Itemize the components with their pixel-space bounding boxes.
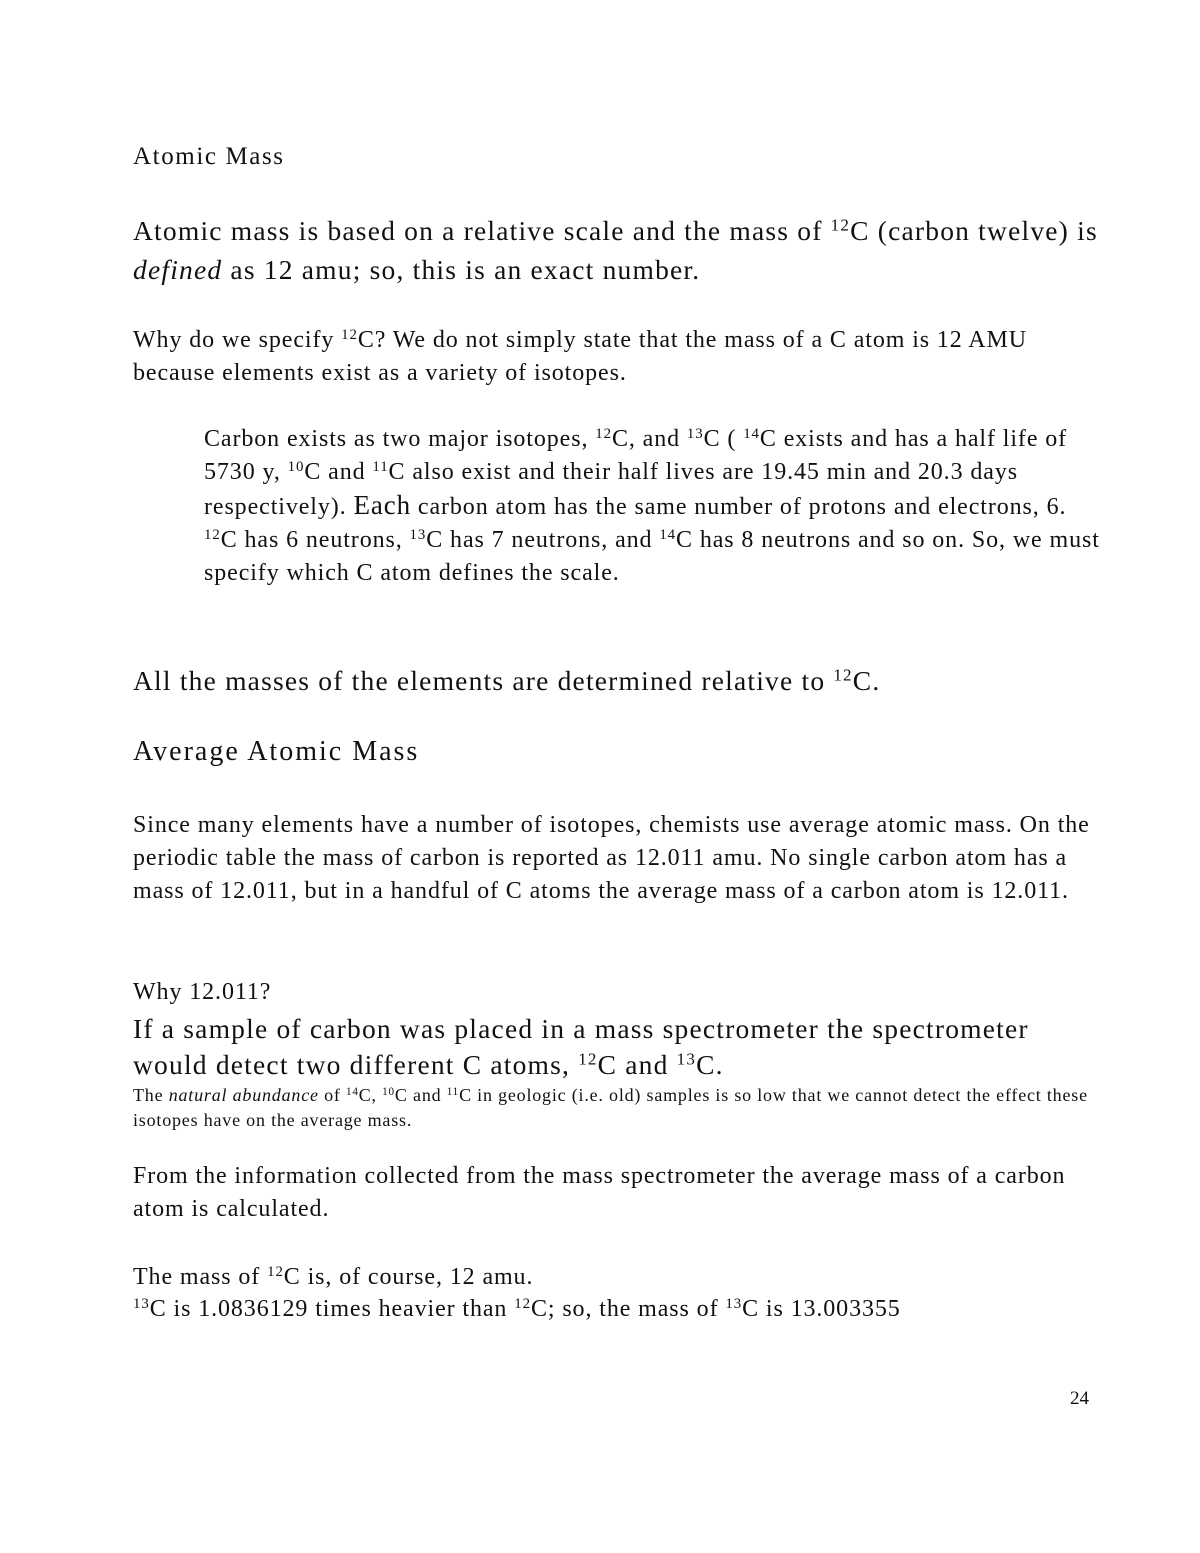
text: C. bbox=[852, 665, 881, 696]
page-number: 24 bbox=[1070, 1388, 1089, 1409]
superscript: 10 bbox=[382, 1085, 395, 1098]
text: carbon atom has the same number of protons and electrons, 6. bbox=[411, 494, 1067, 520]
text: C, and bbox=[611, 426, 687, 452]
text: Carbon exists as two major isotopes, bbox=[204, 426, 596, 452]
superscript: 13 bbox=[725, 1295, 743, 1312]
superscript: 10 bbox=[287, 458, 305, 475]
text: C has 7 neutrons, and bbox=[426, 527, 660, 553]
superscript: 13 bbox=[133, 1295, 150, 1312]
superscript: 13 bbox=[409, 526, 427, 543]
paragraph-mass-spectrometer bbox=[133, 1011, 1100, 1083]
superscript: 12 bbox=[204, 526, 221, 543]
text: The mass of bbox=[133, 1264, 268, 1290]
text: C (carbon twelve) is bbox=[850, 215, 1098, 246]
paragraph-why-12011: Why 12.011? bbox=[133, 979, 272, 1005]
paragraph-relative-masses bbox=[133, 661, 1100, 700]
text: C exists and has a half life of 5730 y, bbox=[204, 426, 1068, 485]
paragraph-average-mass-intro: Since many elements have a number of isotopes, chemists use average atomic mass. On the periodic table the mass of carbon is reported as 12.011 amu. No single carbon atom has a mass of 12.011, but in a handful of C atoms the average mass of a carbon atom is 12.011. bbox=[133, 812, 1090, 904]
text: C and bbox=[394, 1085, 447, 1105]
text: C. bbox=[696, 1049, 724, 1080]
text: All the masses of the elements are determined relative to bbox=[133, 665, 834, 696]
paragraph-why-specify bbox=[133, 324, 1100, 390]
paragraph-natural-abundance-note bbox=[133, 1083, 1100, 1133]
superscript: 11 bbox=[372, 458, 389, 475]
emphasis-natural-abundance: natural abundance bbox=[168, 1085, 319, 1105]
paragraph-mass-of-12c bbox=[133, 1261, 1100, 1294]
text: C? We do not simply state that the mass of a C atom is 12 AMU because elements exist as a variety of isotopes. bbox=[133, 327, 1027, 386]
superscript: 14 bbox=[345, 1085, 359, 1098]
text: Why do we specify bbox=[133, 327, 342, 353]
text: Each bbox=[353, 490, 411, 520]
text: as 12 amu; so, this is an exact number. bbox=[222, 254, 701, 285]
text: C and bbox=[597, 1049, 677, 1080]
emphasis-defined: defined bbox=[133, 254, 223, 285]
text: C has 8 neutrons and so on. So, we must specify which C atom defines the scale. bbox=[204, 527, 1100, 586]
heading-atomic-mass: Atomic Mass bbox=[133, 143, 285, 170]
text: C and bbox=[304, 459, 373, 485]
superscript: 12 bbox=[578, 1049, 598, 1069]
superscript: 12 bbox=[833, 665, 853, 685]
heading-average-atomic-mass: Average Atomic Mass bbox=[133, 736, 420, 767]
paragraph-information-collected: From the information collected from the mass spectrometer the average mass of a carbon atom is calculated. bbox=[133, 1163, 1066, 1222]
text: C in geologic (i.e. old) samples is so low that we cannot detect the effect these isotopes have on the average mass. bbox=[133, 1085, 1088, 1130]
superscript: 14 bbox=[659, 526, 677, 543]
superscript: 12 bbox=[341, 326, 358, 343]
superscript: 12 bbox=[267, 1263, 284, 1280]
text: C has 6 neutrons, bbox=[220, 527, 410, 553]
superscript: 12 bbox=[830, 215, 851, 235]
text: C; so, the mass of bbox=[530, 1296, 726, 1322]
text: Atomic mass is based on a relative scale and the mass of bbox=[133, 215, 831, 246]
text: C, bbox=[358, 1085, 383, 1105]
superscript: 13 bbox=[686, 425, 704, 442]
superscript: 12 bbox=[595, 425, 612, 442]
text: C is, of course, 12 amu. bbox=[283, 1264, 534, 1290]
superscript: 13 bbox=[676, 1049, 697, 1069]
text: of bbox=[318, 1085, 346, 1105]
text: C is 13.003355 bbox=[742, 1296, 901, 1322]
text: The bbox=[133, 1085, 169, 1105]
text: C also exist and their half lives are 19.45 min and 20.3 days respectively). bbox=[204, 459, 1018, 520]
text: C is 1.0836129 times heavier than bbox=[149, 1296, 515, 1322]
paragraph-mass-of-13c bbox=[133, 1293, 1100, 1326]
superscript: 12 bbox=[514, 1295, 531, 1312]
paragraph-carbon-isotopes bbox=[204, 423, 1100, 590]
text: If a sample of carbon was placed in a mass spectrometer the spectrometer would detect two different C atoms, bbox=[133, 1013, 1029, 1080]
text: C ( bbox=[703, 426, 744, 452]
superscript: 11 bbox=[446, 1085, 460, 1098]
superscript: 14 bbox=[743, 425, 760, 442]
paragraph-atomic-mass-definition bbox=[133, 211, 1100, 289]
